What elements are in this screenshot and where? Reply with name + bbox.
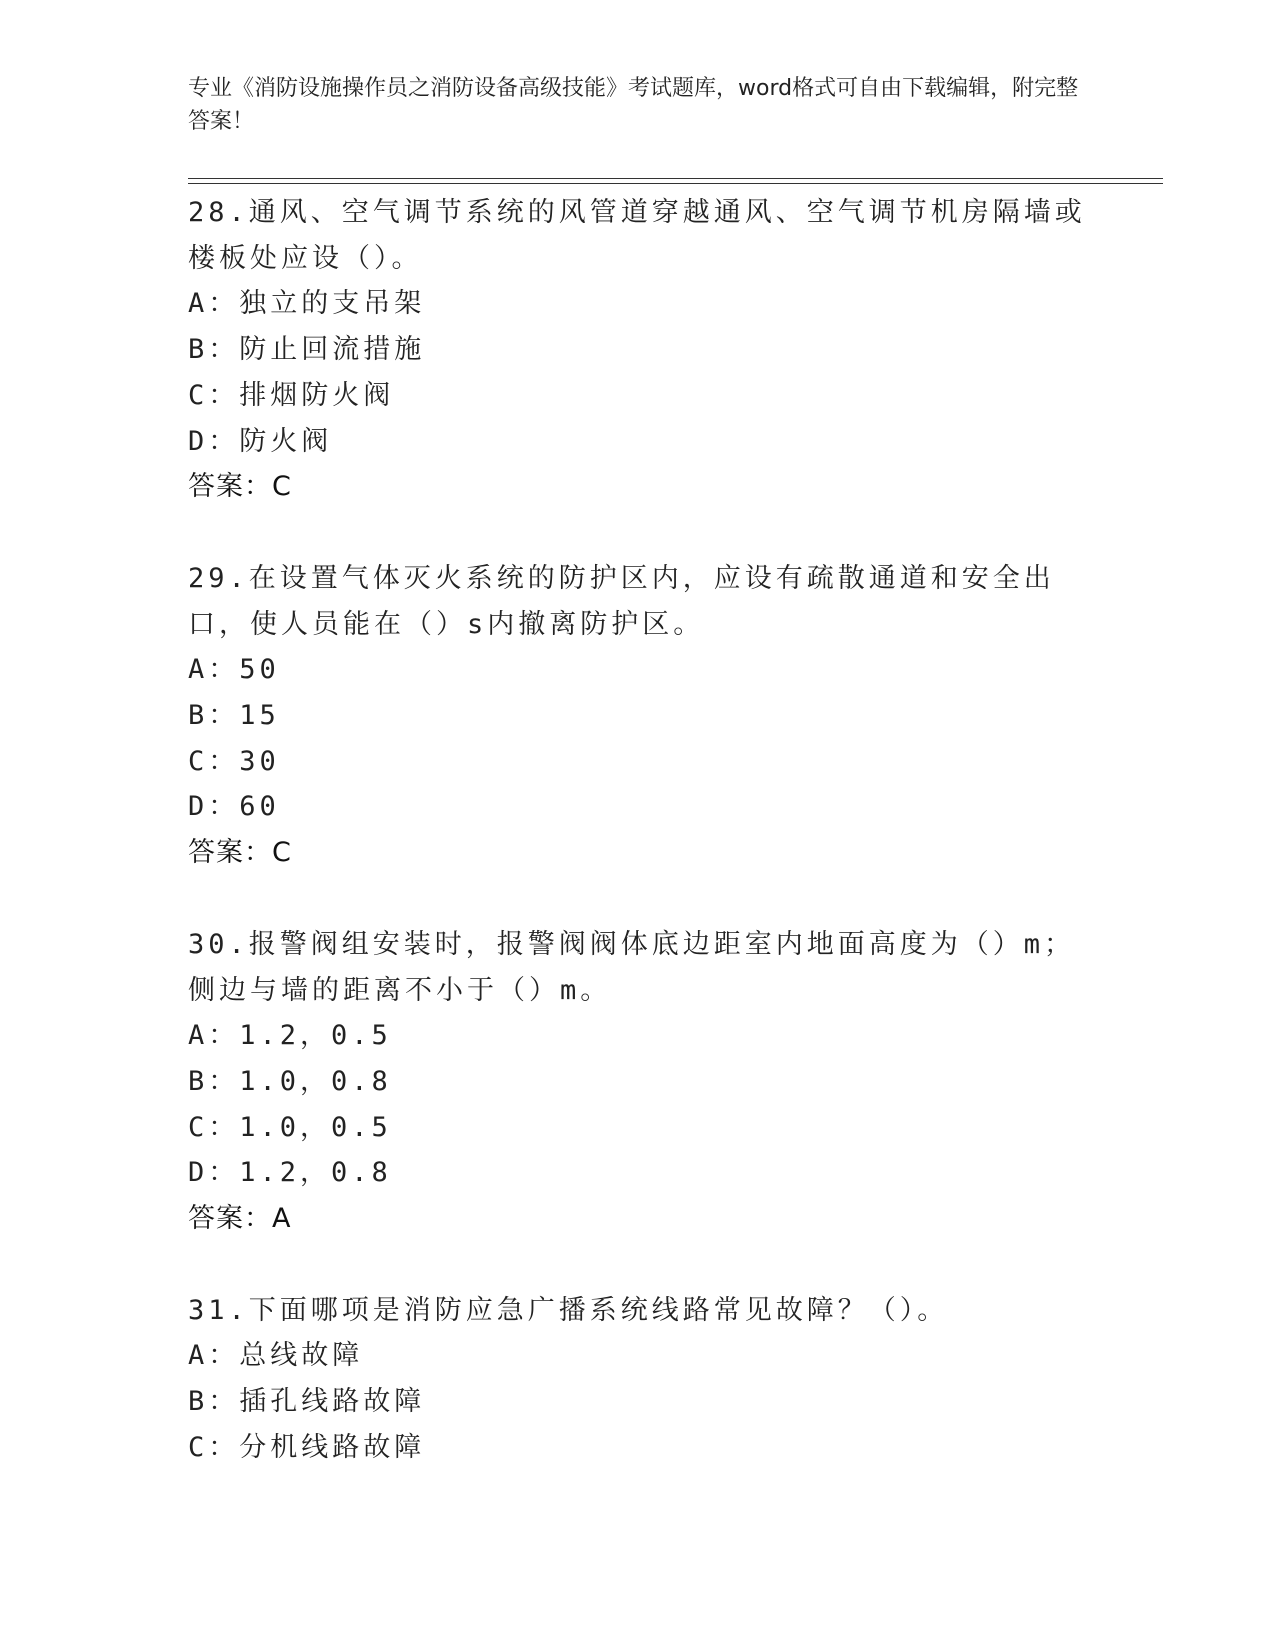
option-b: B：15 — [188, 700, 280, 732]
answer: 答案：A — [188, 1203, 292, 1235]
option-a: A：1.2，0.5 — [188, 1020, 392, 1052]
question-stem: 29.在设置气体灭火系统的防护区内，应设有疏散通道和安全出口，使人员能在（）s内撤离防护区。 — [188, 562, 1055, 640]
question-stem: 28.通风、空气调节系统的风管道穿越通风、空气调节机房隔墙或楼板处应设（）。 — [188, 197, 1086, 274]
option-c: C：30 — [188, 745, 280, 777]
question-28 — [188, 190, 1088, 510]
header-divider-bottom — [188, 183, 1163, 184]
option-c: C：分机线路故障 — [188, 1431, 426, 1463]
option-a: A：总线故障 — [188, 1340, 364, 1372]
option-c: C：1.0，0.5 — [188, 1111, 392, 1143]
answer: 答案：C — [188, 837, 292, 869]
option-d: D：60 — [188, 791, 280, 823]
option-c: C：排烟防火阀 — [188, 379, 395, 411]
question-31 — [188, 1288, 1088, 1471]
option-b: B：1.0，0.8 — [188, 1065, 392, 1097]
header-divider-top — [188, 178, 1163, 179]
option-a: A：50 — [188, 654, 280, 686]
question-30 — [188, 922, 1088, 1242]
question-stem: 30.报警阀组安装时，报警阀阀体底边距室内地面高度为（）m；侧边与墙的距离不小于（）m。 — [188, 928, 1076, 1006]
document-header: 专业《消防设施操作员之消防设备高级技能》考试题库，word格式可自由下载编辑，附完整答案！ — [188, 76, 1079, 134]
option-b: B：防止回流措施 — [188, 334, 426, 366]
option-a: A：独立的支吊架 — [188, 288, 426, 320]
option-d: D：1.2，0.8 — [188, 1157, 392, 1189]
question-stem: 31.下面哪项是消防应急广播系统线路常见故障？（）。 — [188, 1294, 949, 1326]
question-29 — [188, 556, 1088, 876]
option-d: D：防火阀 — [188, 425, 333, 457]
option-b: B：插孔线路故障 — [188, 1386, 426, 1418]
answer: 答案：C — [188, 471, 292, 503]
question-list — [188, 190, 1088, 1517]
